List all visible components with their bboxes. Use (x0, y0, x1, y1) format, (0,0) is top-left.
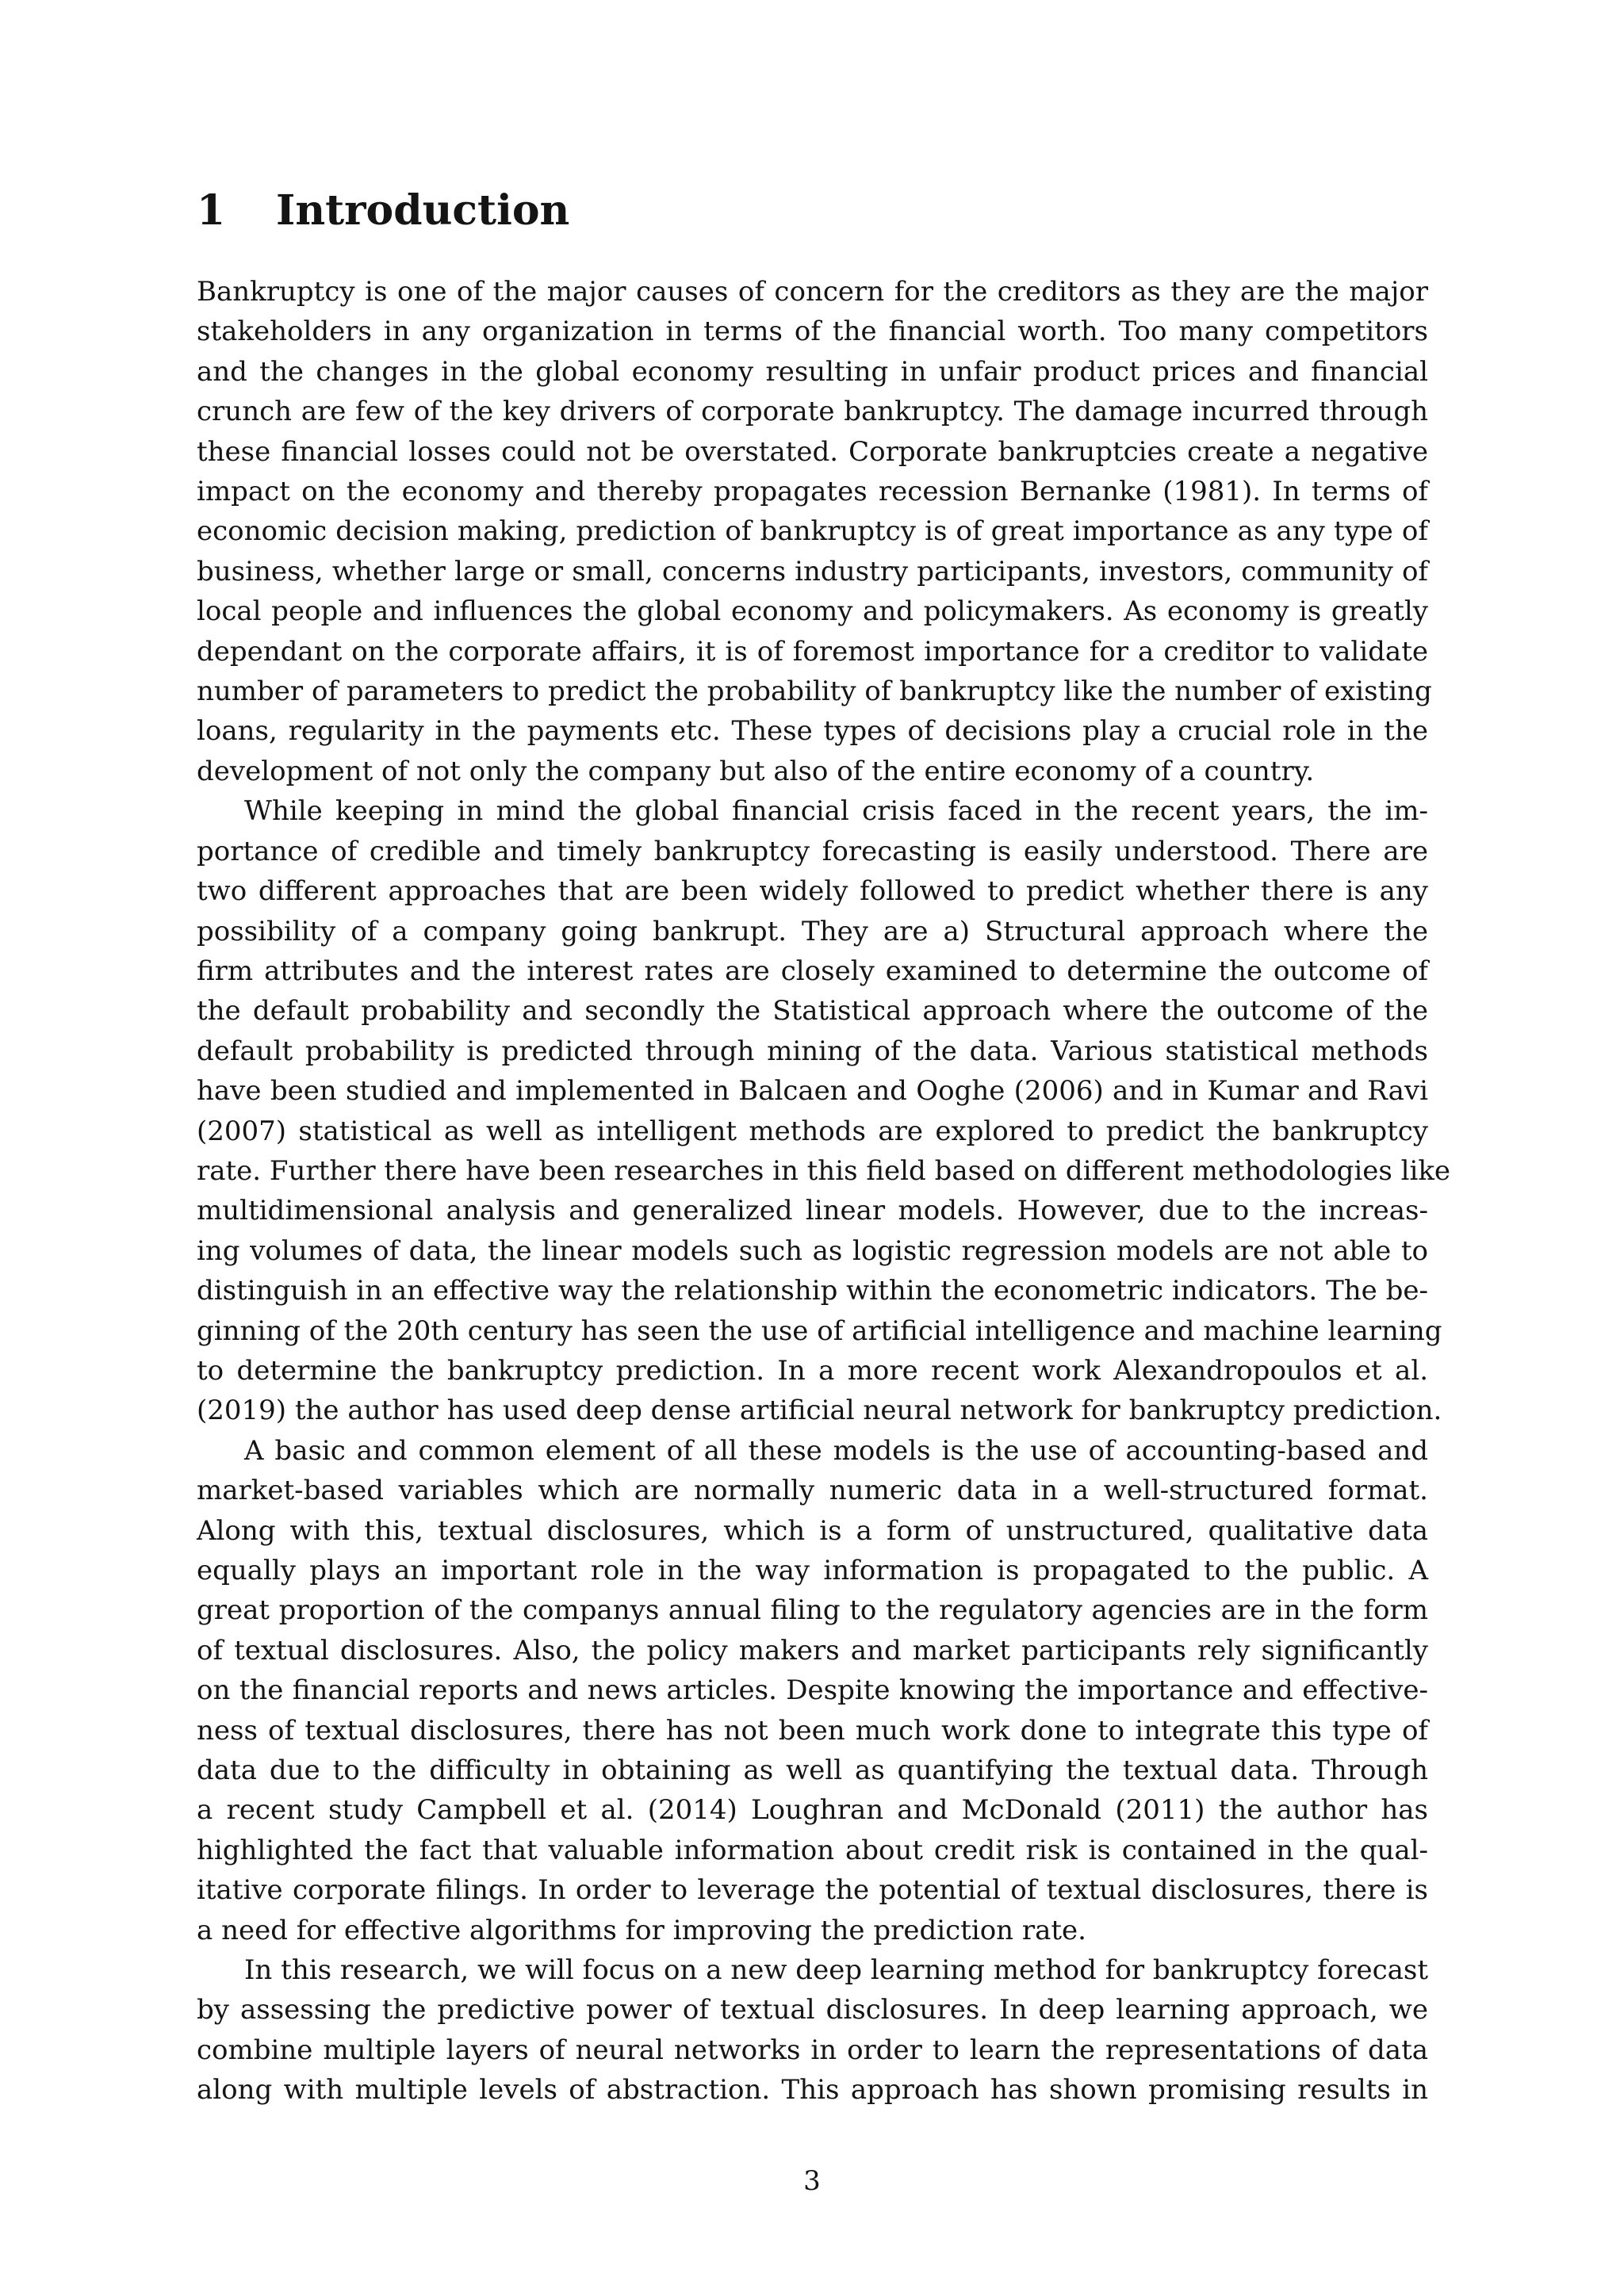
text-line: A basic and common element of all these models is the use of accounting-based and (244, 1434, 1428, 1467)
text-line: great proportion of the companys annual filing to the regulatory agencies are in the form (197, 1594, 1428, 1627)
section-title: Introduction (276, 186, 570, 235)
text-line: While keeping in mind the global financial crisis faced in the recent years, the im- (244, 795, 1428, 828)
text-line: firm attributes and the interest rates are closely examined to determine the outcome of (197, 955, 1428, 987)
text-line: multidimensional analysis and generalized linear models. However, due to the increas- (197, 1195, 1428, 1227)
text-line: Bankruptcy is one of the major causes of concern for the creditors as they are the major (197, 276, 1428, 308)
paragraph-1 (197, 272, 1432, 791)
text-line: itative corporate filings. In order to leverage the potential of textual disclosures, there is (197, 1874, 1428, 1907)
section-number: 1 (197, 186, 226, 235)
text-line: possibility of a company going bankrupt. They are a) Structural approach where the (197, 915, 1428, 947)
text-line: portance of credible and timely bankruptcy forecasting is easily understood. There are (197, 835, 1428, 867)
text-line: rate. Further there have been researches in this field based on different methodologies like (197, 1154, 1451, 1187)
text-line: number of parameters to predict the probability of bankruptcy like the number of existing (197, 675, 1432, 708)
page-number: 3 (803, 2165, 821, 2197)
text-line: data due to the difficulty in obtaining as well as quantifying the textual data. Through (197, 1755, 1428, 1787)
paragraph-2 (197, 791, 1451, 1431)
text-line: economic decision making, prediction of bankruptcy is of great importance as any type of (197, 515, 1428, 548)
text-line: and the changes in the global economy resulting in unfair product prices and financial (197, 355, 1428, 388)
text-line: (2019) the author has used deep dense artificial neural network for bankruptcy prediction. (197, 1395, 1442, 1427)
text-line: highlighted the fact that valuable information about credit risk is contained in the qual- (197, 1834, 1428, 1866)
text-line: by assessing the predictive power of textual disclosures. In deep learning approach, we (197, 1994, 1428, 2026)
paragraph-4 (197, 1950, 1428, 2110)
text-line: distinguish in an effective way the relationship within the econometric indicators. The be- (197, 1275, 1428, 1307)
body-text (197, 272, 1451, 2110)
text-line: combine multiple layers of neural networks in order to learn the representations of data (197, 2034, 1428, 2066)
text-line: ness of textual disclosures, there has not been much work done to integrate this type of (197, 1714, 1428, 1747)
text-line: impact on the economy and thereby propagates recession Bernanke (1981). In terms of (197, 476, 1428, 508)
text-line: development of not only the company but also of the entire economy of a country. (197, 755, 1315, 787)
text-line: crunch are few of the key drivers of corporate bankruptcy. The damage incurred through (197, 396, 1428, 428)
text-line: ing volumes of data, the linear models such as logistic regression models are not able to (197, 1234, 1428, 1267)
text-line: a recent study Campbell et al. (2014) Loughran and McDonald (2011) the author has (197, 1794, 1428, 1827)
text-line: (2007) statistical as well as intelligent methods are explored to predict the bankruptcy (197, 1115, 1428, 1147)
text-line: along with multiple levels of abstraction. This approach has shown promising results in (197, 2074, 1428, 2107)
text-line: local people and influences the global economy and policymakers. As economy is greatly (197, 595, 1428, 628)
text-line: a need for effective algorithms for improving the prediction rate. (197, 1914, 1086, 1946)
text-line: Along with this, textual disclosures, which is a form of unstructured, qualitative data (197, 1514, 1428, 1547)
text-line: ginning of the 20th century has seen the use of artificial intelligence and machine learning (197, 1314, 1442, 1347)
text-line: business, whether large or small, concerns industry participants, investors, community of (197, 555, 1428, 587)
text-line: In this research, we will focus on a new deep learning method for bankruptcy forecast (244, 1954, 1428, 1987)
paragraph-3 (197, 1431, 1428, 1950)
text-line: market-based variables which are normally numeric data in a well-structured format. (197, 1475, 1428, 1507)
text-line: dependant on the corporate affairs, it is of foremost importance for a creditor to validate (197, 635, 1428, 668)
text-line: loans, regularity in the payments etc. These types of decisions play a crucial role in the (197, 715, 1428, 748)
text-line: two different approaches that are been widely followed to predict whether there is any (197, 875, 1428, 908)
text-line: the default probability and secondly the Statistical approach where the outcome of the (197, 995, 1428, 1027)
section-heading (197, 187, 569, 235)
text-line: these financial losses could not be overstated. Corporate bankruptcies create a negative (197, 435, 1428, 468)
text-line: of textual disclosures. Also, the policy makers and market participants rely significantly (197, 1634, 1428, 1667)
text-line: default probability is predicted through mining of the data. Various statistical methods (197, 1035, 1428, 1067)
text-line: equally plays an important role in the way information is propagated to the public. A (197, 1555, 1428, 1586)
text-line: to determine the bankruptcy prediction. In a more recent work Alexandropoulos et al. (197, 1354, 1428, 1387)
text-line: stakeholders in any organization in terms of the financial worth. Too many competitors (197, 316, 1428, 348)
text-line: have been studied and implemented in Balcaen and Ooghe (2006) and in Kumar and Ravi (197, 1075, 1428, 1108)
text-line: on the financial reports and news articles. Despite knowing the importance and effective- (197, 1674, 1428, 1707)
